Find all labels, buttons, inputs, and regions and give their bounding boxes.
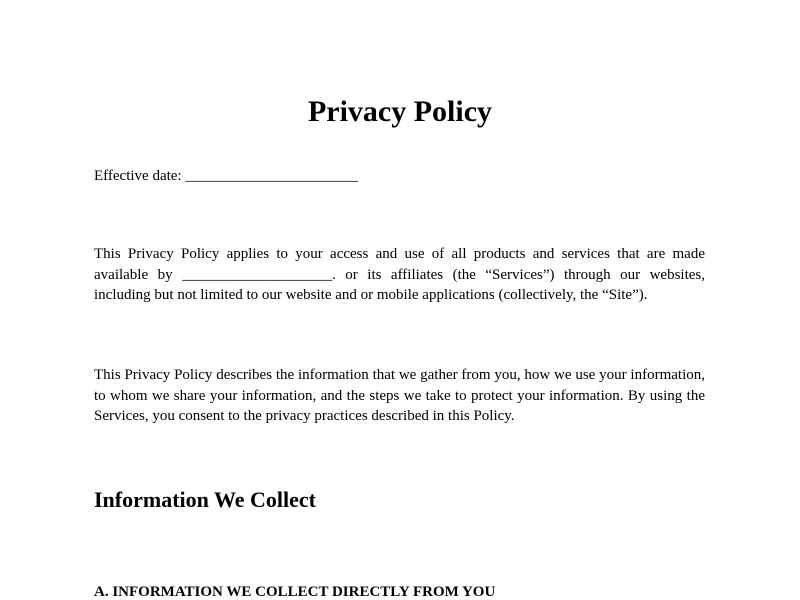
- effective-date-line: Effective date: _______________________: [94, 168, 358, 184]
- subsection-heading: A. INFORMATION WE COLLECT DIRECTLY FROM YOU: [94, 584, 496, 600]
- description-paragraph: This Privacy Policy describes the information that we gather from you, how we use your information, to whom we share your information, and the steps we take to protect your information. By using the Services, you consent to the privacy practices described in this Policy.: [94, 367, 705, 424]
- intro-paragraph: This Privacy Policy applies to your access and use of all products and services that are made available by ____________________. or its affiliates (the “Services”) through our websites, including but not limited to our website and or mobile applications (collectively, the “Site”).: [94, 246, 705, 303]
- section-heading: Information We Collect: [94, 487, 317, 512]
- page-title: Privacy Policy: [307, 95, 493, 128]
